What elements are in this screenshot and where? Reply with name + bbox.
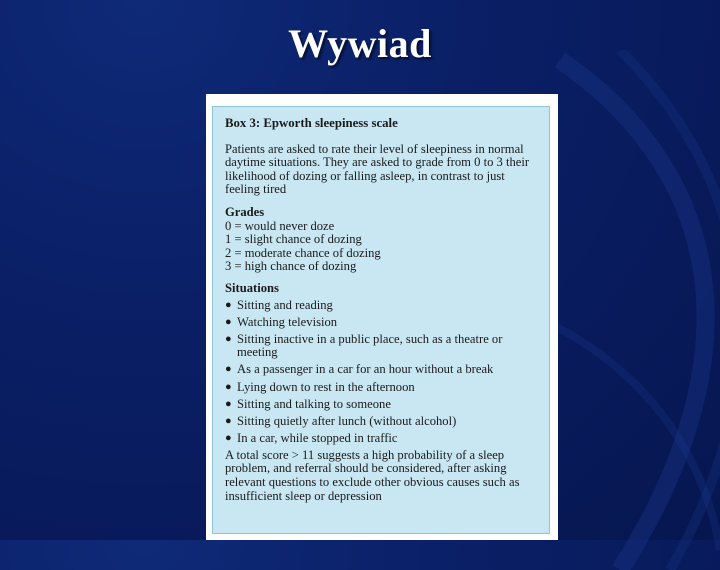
situation-item bbox=[225, 381, 535, 395]
situations-heading: Situations bbox=[225, 280, 279, 295]
situation-text: Lying down to rest in the afternoon bbox=[237, 379, 415, 394]
grade-item: 0 = would never doze bbox=[225, 218, 335, 233]
situation-text: In a car, while stopped in traffic bbox=[237, 430, 398, 445]
slide-title: Wywiad bbox=[288, 21, 432, 66]
situation-text: Sitting and talking to someone bbox=[237, 396, 391, 411]
situation-item bbox=[225, 333, 535, 360]
situation-item bbox=[225, 432, 535, 446]
bullet-icon: ● bbox=[225, 298, 232, 311]
grades-heading: Grades bbox=[225, 204, 265, 219]
situation-text: As a passenger in a car for an hour without a break bbox=[237, 362, 494, 377]
situation-item bbox=[225, 299, 535, 313]
bullet-icon: ● bbox=[225, 332, 232, 345]
box-title: Box 3: Epworth sleepiness scale bbox=[225, 116, 398, 130]
bullet-icon: ● bbox=[225, 414, 232, 427]
situation-text: Sitting quietly after lunch (without alcohol) bbox=[237, 413, 457, 428]
bullet-icon: ● bbox=[225, 315, 232, 328]
bullet-icon: ● bbox=[225, 397, 232, 410]
situation-item bbox=[225, 415, 535, 429]
bullet-icon: ● bbox=[225, 431, 232, 444]
grade-item: 2 = moderate chance of dozing bbox=[225, 245, 381, 260]
bullet-icon: ● bbox=[225, 380, 232, 393]
epworth-box bbox=[212, 106, 550, 534]
grade-item: 3 = high chance of dozing bbox=[225, 259, 357, 274]
situations-list bbox=[225, 299, 535, 446]
situation-text: Sitting inactive in a public place, such as a theatre or meeting bbox=[237, 331, 503, 360]
bullet-icon: ● bbox=[225, 363, 232, 376]
grade-item: 1 = slight chance of dozing bbox=[225, 232, 362, 247]
score-footnote: A total score > 11 suggests a high probability of a sleep problem, and referral should be considered, after asking relevant questions to exclude other obvious causes such as insufficient sleep or depression bbox=[225, 447, 520, 503]
situation-item bbox=[225, 398, 535, 412]
situation-item bbox=[225, 363, 535, 377]
situation-text: Sitting and reading bbox=[237, 297, 333, 312]
figure-image bbox=[206, 94, 558, 540]
situation-item bbox=[225, 316, 535, 330]
intro-paragraph: Patients are asked to rate their level of sleepiness in normal daytime situations. They are asked to grade from 0 to 3 their likelihood of dozing or falling asleep, in contrast to just feeling tired bbox=[225, 141, 530, 197]
grades-list bbox=[225, 220, 535, 274]
situation-text: Watching television bbox=[237, 314, 338, 329]
